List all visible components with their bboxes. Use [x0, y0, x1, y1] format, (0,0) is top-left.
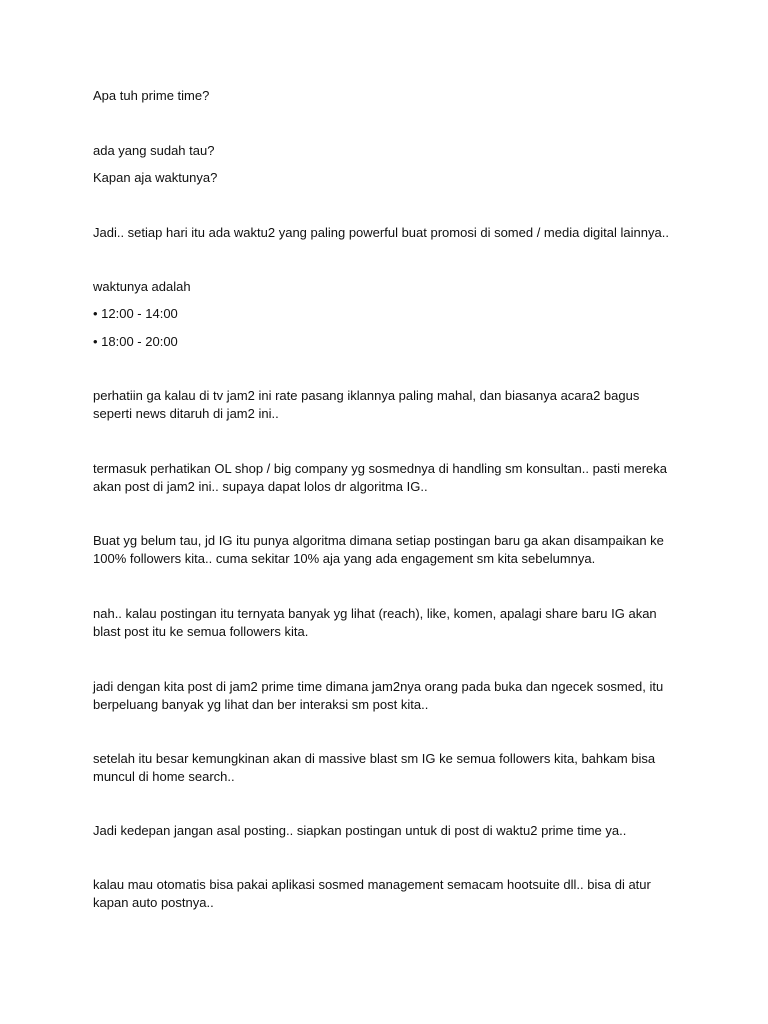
- paragraph-line: perhatiin ga kalau di tv jam2 ini rate pasang iklannya paling mahal, dan biasanya acara2 bagus: [93, 388, 640, 403]
- paragraph-line: nah.. kalau postingan itu ternyata banyak yg lihat (reach), like, komen, apalagi share baru IG akan: [93, 606, 657, 621]
- paragraph-line: jadi dengan kita post di jam2 prime time dimana jam2nya orang pada buka dan ngecek sosmed, itu: [93, 679, 664, 694]
- paragraph-line: seperti news ditaruh di jam2 ini..: [93, 406, 279, 421]
- paragraph-line: akan post di jam2 ini.. supaya dapat lolos dr algoritma IG..: [93, 479, 428, 494]
- paragraph-line: blast post itu ke semua followers kita.: [93, 624, 309, 639]
- paragraph-tv: [93, 387, 683, 423]
- question-line-2: Kapan aja waktunya?: [93, 170, 218, 185]
- paragraph-advice: Jadi kedepan jangan asal posting.. siapkan postingan untuk di post di waktu2 prime time ya..: [93, 823, 627, 838]
- paragraph-tools: [93, 876, 683, 912]
- paragraph-line: termasuk perhatikan OL shop / big company yg sosmednya di handling sm konsultan.. pasti mereka: [93, 461, 667, 476]
- paragraph-line: 100% followers kita.. cuma sekitar 10% aja yang ada engagement sm kita sebelumnya.: [93, 551, 596, 566]
- paragraph-algorithm: [93, 532, 683, 568]
- intro-paragraph: Jadi.. setiap hari itu ada waktu2 yang paling powerful buat promosi di somed / media digital lainnya..: [93, 225, 669, 240]
- time-slot-item: • 18:00 - 20:00: [93, 334, 178, 349]
- paragraph-line: muncul di home search..: [93, 769, 235, 784]
- paragraph-line: kapan auto postnya..: [93, 895, 214, 910]
- paragraph-olshop: [93, 460, 683, 496]
- times-label: waktunya adalah: [93, 279, 191, 294]
- paragraph-line: berpeluang banyak yg lihat dan ber interaksi sm post kita..: [93, 697, 429, 712]
- paragraph-prime-time: [93, 678, 683, 714]
- paragraph-line: kalau mau otomatis bisa pakai aplikasi sosmed management semacam hootsuite dll.. bisa di atur: [93, 877, 651, 892]
- question-title: Apa tuh prime time?: [93, 88, 210, 103]
- paragraph-line: setelah itu besar kemungkinan akan di massive blast sm IG ke semua followers kita, bahkam bisa: [93, 751, 656, 766]
- time-slot-item: • 12:00 - 14:00: [93, 306, 178, 321]
- question-line-1: ada yang sudah tau?: [93, 143, 215, 158]
- paragraph-blast: [93, 750, 683, 786]
- paragraph-line: Buat yg belum tau, jd IG itu punya algoritma dimana setiap postingan baru ga akan disampaikan ke: [93, 533, 664, 548]
- paragraph-reach: [93, 605, 683, 641]
